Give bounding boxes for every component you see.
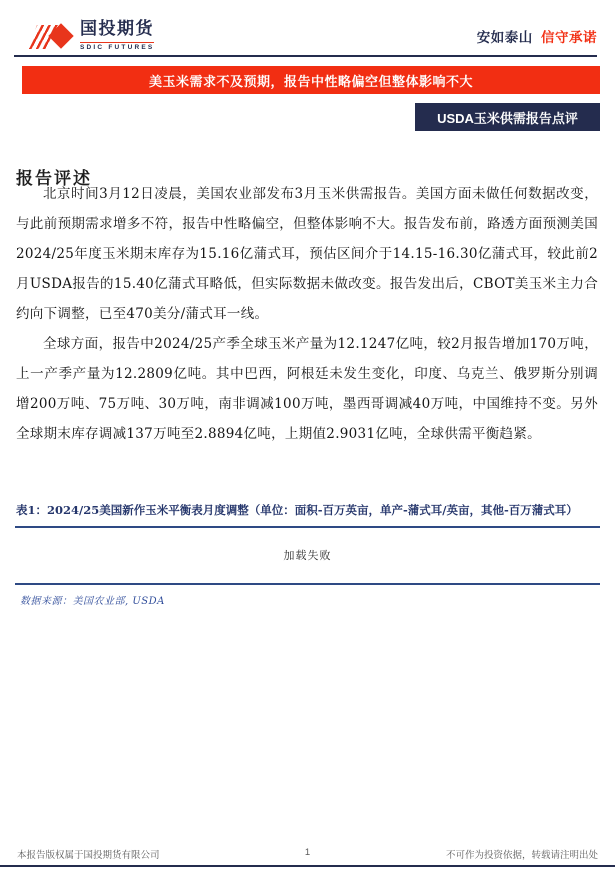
slogan-part2: 信守承诺	[541, 30, 597, 45]
header	[28, 18, 597, 54]
company-logo	[28, 20, 154, 53]
report-body	[16, 179, 598, 449]
company-slogan	[477, 26, 597, 46]
data-source-note: 数据来源：美国农业部, USDA	[20, 596, 165, 607]
table-top-divider	[15, 526, 600, 528]
report-title-banner: 美玉米需求不及预期，报告中性略偏空但整体影响不大	[22, 66, 600, 94]
logo-mark-icon	[28, 22, 70, 50]
slogan-part1: 安如泰山	[476, 30, 533, 45]
footer-copyright: 本报告版权属于国投期货有限公司	[17, 850, 160, 861]
logo-company-subtitle: SDIC FUTURES	[80, 43, 155, 51]
footer-page-number: 1	[304, 847, 311, 858]
page-footer	[0, 847, 615, 861]
logo-company-name: 国投期货	[80, 18, 154, 38]
table-caption: 表1：2024/25美国新作玉米平衡表月度调整（单位：面积-百万英亩，单产-蒲式耳/英亩，其他-百万蒲式耳）	[16, 503, 578, 517]
footer-divider	[0, 865, 615, 867]
logo-text	[80, 20, 154, 53]
table-image-load-error: 加载失败	[283, 549, 332, 562]
report-paragraph-2: 全球方面，报告中2024/25产季全球玉米产量为12.1247亿吨，较2月报告增加170万吨，上一产季产量为12.2809亿吨。其中巴西，阿根廷未发生变化，印度、乌克兰、俄罗斯分别调增200万吨、75万吨、30万吨，南非调减100万吨，墨西哥调减40万吨，中国维持不变。另外全球期末库存调减137万吨至2.8894亿吨，上期值2.9031亿吨，全球供需平衡趋紧。	[16, 336, 598, 442]
header-divider	[14, 55, 597, 57]
report-paragraph-1: 北京时间3月12日凌晨，美国农业部发布3月玉米供需报告。美国方面未做任何数据改变，与此前预期需求增多不符，报告中性略偏空，但整体影响不大。报告发布前，路透方面预测美国2024/25年度玉米期末库存为15.16亿蒲式耳，预估区间介于14.15-16.30亿蒲式耳，较此前2月USDA报告的15.40亿蒲式耳略低，但实际数据未做改变。报告发出后，CBOT美玉米主力合约向下调整，已至470美分/蒲式耳一线。	[16, 186, 598, 322]
section-title: 报告评述	[16, 169, 92, 190]
table-bottom-divider	[15, 583, 600, 585]
report-type-badge: USDA玉米供需报告点评	[415, 103, 600, 131]
footer-disclaimer: 不可作为投资依据，转载请注明出处	[445, 850, 598, 861]
